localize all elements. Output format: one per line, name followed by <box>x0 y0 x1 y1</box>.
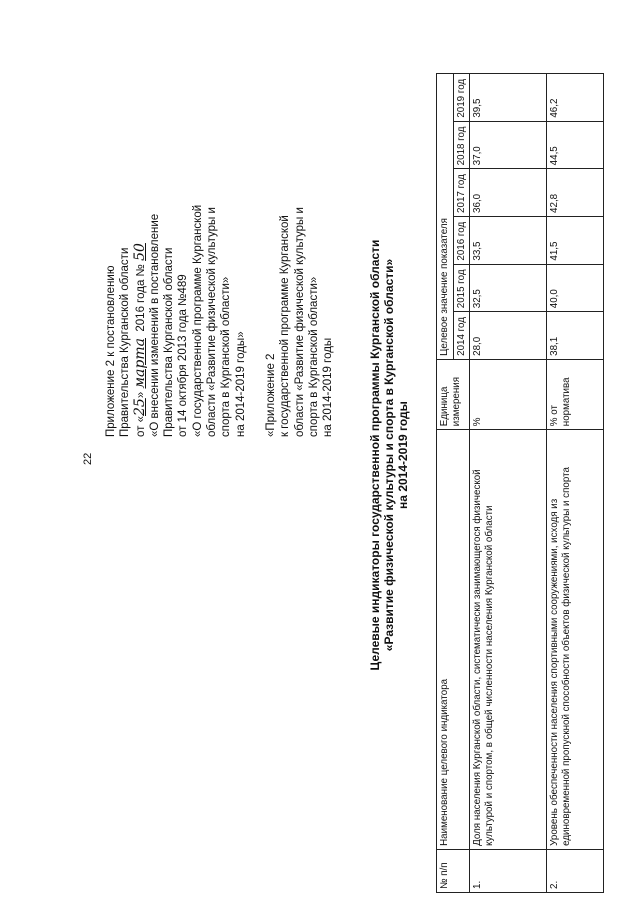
title-line-2: «Развитие физической культуры и спорта в Курганской области» <box>382 258 396 652</box>
row-value: 46,2 <box>547 74 604 122</box>
header-target: Целевое значение показателя <box>437 74 454 360</box>
table-row <box>470 74 547 893</box>
header-year: 2015 год <box>453 264 470 312</box>
appendix-2-line: на 2014-2019 годы <box>322 337 335 437</box>
row-unit: % от норматива <box>547 359 604 429</box>
header-year: 2014 год <box>453 312 470 360</box>
appendix-1-line: Правительства Курганской области <box>163 247 176 437</box>
table-header-row <box>437 74 454 893</box>
row-name: Уровень обеспеченности населения спортивными сооружениями, исходя из единовременной пропускной способности объектов физической культуры и спорта <box>547 430 604 850</box>
row-value: 36,0 <box>470 169 547 217</box>
appendix-2-block <box>264 37 335 437</box>
page-number: 22 <box>82 452 94 465</box>
appendix-2-line: спорта в Курганской области» <box>307 276 320 437</box>
row-name: Доля населения Курганской области, систематически занимающегося физической культурой и спортом, в общей численности населения Курганской области <box>470 430 547 850</box>
title-line-1: Целевые индикаторы государственной программы Курганской области <box>368 239 382 671</box>
handwritten-number: 50 <box>131 243 148 261</box>
handwritten-day: 25 <box>131 398 148 416</box>
row-value: 37,0 <box>470 121 547 169</box>
appendix-1-line: на 2014-2019 годы» <box>234 331 247 437</box>
row-unit: % <box>470 359 547 429</box>
header-year: 2018 год <box>453 121 470 169</box>
appendix-1-date-line: от «25» марта 2016 года № 50 <box>131 243 148 437</box>
header-year: 2017 год <box>453 169 470 217</box>
appendix-1-line: области «Развитие физической культуры и <box>206 207 219 437</box>
row-value: 42,8 <box>547 169 604 217</box>
header-unit: Единица измерения <box>437 359 470 429</box>
appendix-2-line: «Приложение 2 <box>265 353 277 437</box>
row-value: 40,0 <box>547 264 604 312</box>
header-year: 2019 год <box>453 74 470 122</box>
appendix-2-line: к государственной программе Курганской <box>279 215 292 437</box>
title-line-3: на 2014-2019 годы <box>396 401 410 509</box>
row-value: 44,5 <box>547 121 604 169</box>
row-value: 39,5 <box>470 74 547 122</box>
appendix-1-line: спорта в Курганской области» <box>220 276 233 437</box>
appendix-1-block <box>104 37 248 437</box>
header-year: 2016 год <box>453 216 470 264</box>
handwritten-month: марта <box>131 338 148 389</box>
appendix-2-line: области «Развитие физической культуры и <box>293 207 306 437</box>
row-value: 38,1 <box>547 312 604 360</box>
row-value: 33,5 <box>470 216 547 264</box>
document-title <box>368 155 410 755</box>
row-no: 1. <box>470 849 547 892</box>
row-no: 2. <box>547 849 604 892</box>
header-name: Наименование целевого индикатора <box>437 430 470 850</box>
appendix-1-line: «О государственной программе Курганской <box>191 204 204 437</box>
appendix-1-line: Правительства Курганской области <box>119 247 132 437</box>
row-value: 41,5 <box>547 216 604 264</box>
appendix-1-line: «О внесении изменений в постановление <box>148 213 161 437</box>
row-value: 28,0 <box>470 312 547 360</box>
header-no: № п/п <box>437 849 470 892</box>
indicators-table <box>436 73 604 893</box>
table-row <box>547 74 604 893</box>
appendix-1-line: от 14 октября 2013 года №489 <box>177 274 190 437</box>
appendix-1-line: Приложение 2 к постановлению <box>105 265 117 437</box>
row-value: 32,5 <box>470 264 547 312</box>
